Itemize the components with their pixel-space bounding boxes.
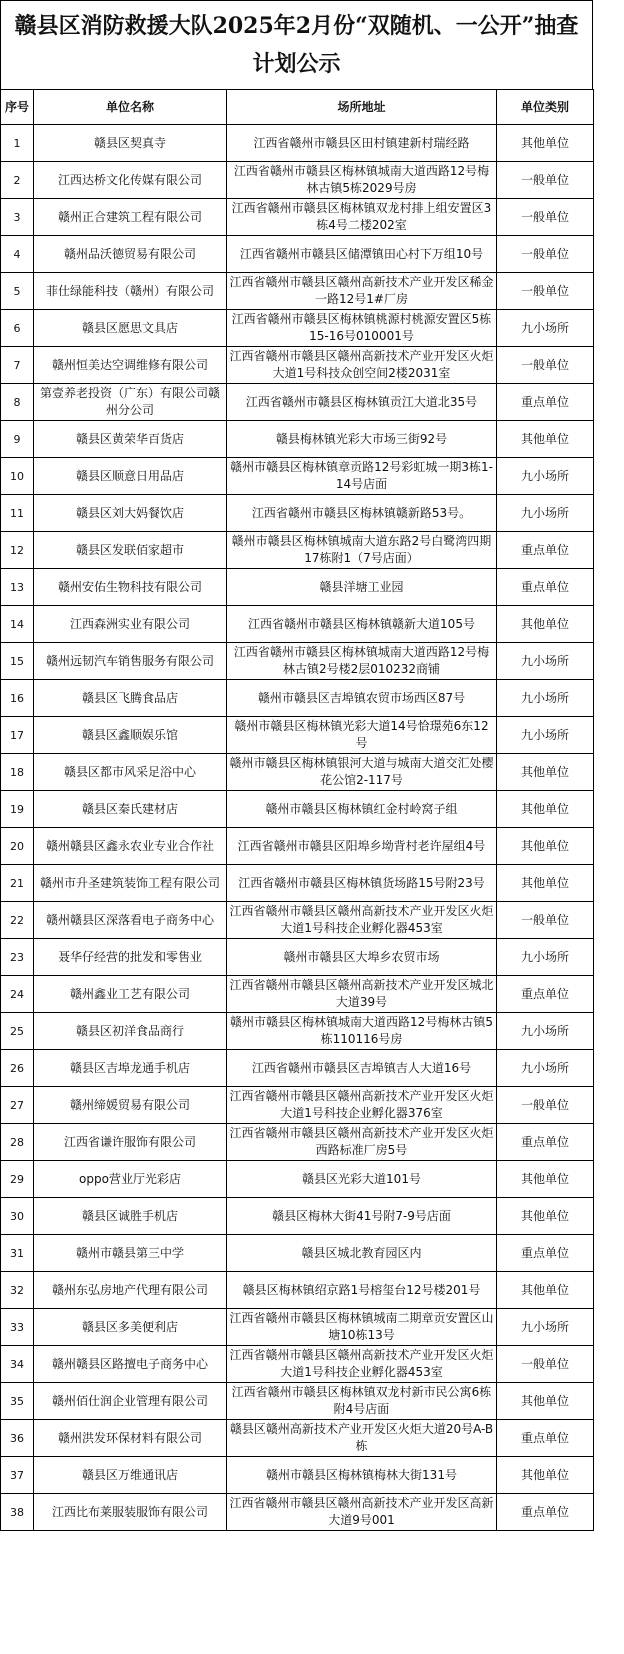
site-address: 江西省赣州市赣县区梅林镇城南大道西路12号梅林古镇2号楼2层010232商铺 <box>227 643 497 680</box>
table-row <box>1 532 594 569</box>
unit-category: 其他单位 <box>497 1161 594 1198</box>
row-index: 9 <box>1 421 34 458</box>
site-address: 赣州市赣县区梅林镇光彩大道14号恰璟苑6东12号 <box>227 717 497 754</box>
unit-category: 九小场所 <box>497 939 594 976</box>
row-index: 28 <box>1 1124 34 1161</box>
table-row <box>1 458 594 495</box>
unit-name: 赣州赣县区路擅电子商务中心 <box>34 1346 227 1383</box>
row-index: 34 <box>1 1346 34 1383</box>
row-index: 21 <box>1 865 34 902</box>
unit-name: 江西省谦许服饰有限公司 <box>34 1124 227 1161</box>
header-index: 序号 <box>1 90 34 125</box>
unit-category: 重点单位 <box>497 1235 594 1272</box>
table-row <box>1 1457 594 1494</box>
unit-name: 赣县区发联佰家超市 <box>34 532 227 569</box>
row-index: 29 <box>1 1161 34 1198</box>
row-index: 31 <box>1 1235 34 1272</box>
site-address: 赣县区梅林镇绍京路1号榕玺台12号楼201号 <box>227 1272 497 1309</box>
row-index: 1 <box>1 125 34 162</box>
row-index: 37 <box>1 1457 34 1494</box>
site-address: 江西省赣州市赣县区阳埠乡坳背村老许屋组4号 <box>227 828 497 865</box>
row-index: 24 <box>1 976 34 1013</box>
row-index: 15 <box>1 643 34 680</box>
unit-name: 赣州缔媛贸易有限公司 <box>34 1087 227 1124</box>
table-row <box>1 1124 594 1161</box>
site-address: 赣县区城北教育园区内 <box>227 1235 497 1272</box>
unit-name: 聂华仔经营的批发和零售业 <box>34 939 227 976</box>
unit-category: 九小场所 <box>497 495 594 532</box>
unit-name: 赣州东弘房地产代理有限公司 <box>34 1272 227 1309</box>
unit-name: 菲仕绿能科技（赣州）有限公司 <box>34 273 227 310</box>
table-row <box>1 1013 594 1050</box>
table-row <box>1 273 594 310</box>
row-index: 4 <box>1 236 34 273</box>
unit-name: 赣县区吉埠龙通手机店 <box>34 1050 227 1087</box>
site-address: 江西省赣州市赣县区赣州高新技术产业开发区火炬大道1号科技企业孵化器453室 <box>227 902 497 939</box>
table-row <box>1 1087 594 1124</box>
table-row <box>1 1494 594 1531</box>
unit-category: 其他单位 <box>497 1457 594 1494</box>
unit-name: 赣州鑫业工艺有限公司 <box>34 976 227 1013</box>
unit-name: 赣县区多美便利店 <box>34 1309 227 1346</box>
site-address: 赣县梅林镇光彩大市场三街92号 <box>227 421 497 458</box>
row-index: 38 <box>1 1494 34 1531</box>
unit-category: 其他单位 <box>497 421 594 458</box>
row-index: 32 <box>1 1272 34 1309</box>
table-row <box>1 347 594 384</box>
unit-name: 江西比布莱服装服饰有限公司 <box>34 1494 227 1531</box>
row-index: 25 <box>1 1013 34 1050</box>
row-index: 20 <box>1 828 34 865</box>
table-body <box>1 125 594 1531</box>
row-index: 27 <box>1 1087 34 1124</box>
site-address: 江西省赣州市赣县区赣州高新技术产业开发区稀金一路12号1#厂房 <box>227 273 497 310</box>
unit-name: 赣县区黄荣华百货店 <box>34 421 227 458</box>
row-index: 6 <box>1 310 34 347</box>
site-address: 江西省赣州市赣县区梅林镇双龙村新市民公寓6栋附4号店面 <box>227 1383 497 1420</box>
unit-category: 重点单位 <box>497 569 594 606</box>
unit-name: 赣州品沃德贸易有限公司 <box>34 236 227 273</box>
unit-category: 一般单位 <box>497 236 594 273</box>
unit-name: 第壹养老投资（广东）有限公司赣州分公司 <box>34 384 227 421</box>
row-index: 12 <box>1 532 34 569</box>
site-address: 江西省赣州市赣县区赣州高新技术产业开发区高新大道9号001 <box>227 1494 497 1531</box>
unit-category: 其他单位 <box>497 606 594 643</box>
unit-name: 赣县区鑫顺娱乐馆 <box>34 717 227 754</box>
unit-name: 赣县区刘大妈餐饮店 <box>34 495 227 532</box>
unit-category: 一般单位 <box>497 1346 594 1383</box>
site-address: 江西省赣州市赣县区梅林镇城南大道西路12号梅林古镇5栋2029号房 <box>227 162 497 199</box>
table-row <box>1 236 594 273</box>
row-index: 26 <box>1 1050 34 1087</box>
table-row <box>1 384 594 421</box>
unit-category: 一般单位 <box>497 162 594 199</box>
unit-name: 赣县区万维通讯店 <box>34 1457 227 1494</box>
row-index: 2 <box>1 162 34 199</box>
unit-category: 重点单位 <box>497 532 594 569</box>
table-row <box>1 421 594 458</box>
unit-name: 赣州洪发环保材料有限公司 <box>34 1420 227 1457</box>
table-row <box>1 1346 594 1383</box>
row-index: 36 <box>1 1420 34 1457</box>
site-address: 赣州市赣县区梅林镇梅林大街131号 <box>227 1457 497 1494</box>
site-address: 江西省赣州市赣县区赣州高新技术产业开发区火炬大道1号科技企业孵化器376室 <box>227 1087 497 1124</box>
unit-category: 其他单位 <box>497 1383 594 1420</box>
unit-category: 其他单位 <box>497 791 594 828</box>
unit-name: 赣州恒美达空调维修有限公司 <box>34 347 227 384</box>
unit-name: 赣州市赣县第三中学 <box>34 1235 227 1272</box>
site-address: 赣州市赣县区梅林镇银河大道与城南大道交汇处樱花公馆2-117号 <box>227 754 497 791</box>
table-header-row <box>1 90 594 125</box>
site-address: 江西省赣州市赣县区储潭镇田心村下万组10号 <box>227 236 497 273</box>
unit-category: 重点单位 <box>497 976 594 1013</box>
site-address: 江西省赣州市赣县区田村镇建新村瑞经路 <box>227 125 497 162</box>
unit-category: 九小场所 <box>497 310 594 347</box>
table-row <box>1 754 594 791</box>
unit-category: 九小场所 <box>497 1050 594 1087</box>
unit-category: 九小场所 <box>497 1309 594 1346</box>
row-index: 30 <box>1 1198 34 1235</box>
unit-name: 赣州远韧汽车销售服务有限公司 <box>34 643 227 680</box>
row-index: 11 <box>1 495 34 532</box>
site-address: 江西省赣州市赣县区梅林镇赣新大道105号 <box>227 606 497 643</box>
site-address: 江西省赣州市赣县区梅林镇城南二期章贡安置区山塘10栋13号 <box>227 1309 497 1346</box>
unit-category: 其他单位 <box>497 1272 594 1309</box>
unit-category: 其他单位 <box>497 125 594 162</box>
table-row <box>1 199 594 236</box>
table-row <box>1 791 594 828</box>
row-index: 8 <box>1 384 34 421</box>
header-name: 单位名称 <box>34 90 227 125</box>
unit-name: 赣州正合建筑工程有限公司 <box>34 199 227 236</box>
site-address: 赣州市赣县区梅林镇城南大道西路12号梅林古镇5栋110116号房 <box>227 1013 497 1050</box>
unit-name: 江西森洲实业有限公司 <box>34 606 227 643</box>
row-index: 7 <box>1 347 34 384</box>
site-address: 江西省赣州市赣县区赣州高新技术产业开发区火炬西路标准厂房5号 <box>227 1124 497 1161</box>
unit-name: 赣州佰仕润企业管理有限公司 <box>34 1383 227 1420</box>
unit-name: 赣县区顺意日用品店 <box>34 458 227 495</box>
site-address: 赣州市赣县区梅林镇城南大道东路2号白鹭湾四期17栋附1（7号店面） <box>227 532 497 569</box>
unit-category: 其他单位 <box>497 754 594 791</box>
table-row <box>1 1161 594 1198</box>
table-row <box>1 976 594 1013</box>
site-address: 赣州市赣县区梅林镇红金村岭窝子组 <box>227 791 497 828</box>
row-index: 3 <box>1 199 34 236</box>
row-index: 33 <box>1 1309 34 1346</box>
inspection-table <box>0 89 594 1531</box>
table-row <box>1 1198 594 1235</box>
site-address: 赣州市赣县区吉埠镇农贸市场西区87号 <box>227 680 497 717</box>
site-address: 赣县区梅林大街41号附7-9号店面 <box>227 1198 497 1235</box>
table-row <box>1 1309 594 1346</box>
unit-category: 一般单位 <box>497 347 594 384</box>
unit-name: 赣县区契真寺 <box>34 125 227 162</box>
unit-name: 赣县区秦氏建材店 <box>34 791 227 828</box>
unit-name: 江西达桥文化传媒有限公司 <box>34 162 227 199</box>
row-index: 13 <box>1 569 34 606</box>
unit-name: 赣县区诚胜手机店 <box>34 1198 227 1235</box>
unit-name: 赣州市升圣建筑装饰工程有限公司 <box>34 865 227 902</box>
unit-category: 九小场所 <box>497 1013 594 1050</box>
site-address: 赣县区光彩大道101号 <box>227 1161 497 1198</box>
unit-category: 重点单位 <box>497 1420 594 1457</box>
row-index: 23 <box>1 939 34 976</box>
row-index: 5 <box>1 273 34 310</box>
table-row <box>1 1050 594 1087</box>
unit-category: 九小场所 <box>497 680 594 717</box>
unit-category: 九小场所 <box>497 717 594 754</box>
table-row <box>1 162 594 199</box>
table-row <box>1 865 594 902</box>
row-index: 35 <box>1 1383 34 1420</box>
row-index: 10 <box>1 458 34 495</box>
table-row <box>1 680 594 717</box>
table-row <box>1 1420 594 1457</box>
row-index: 14 <box>1 606 34 643</box>
header-address: 场所地址 <box>227 90 497 125</box>
unit-category: 九小场所 <box>497 458 594 495</box>
site-address: 赣县区赣州高新技术产业开发区火炬大道20号A-B栋 <box>227 1420 497 1457</box>
table-row <box>1 569 594 606</box>
header-category: 单位类别 <box>497 90 594 125</box>
row-index: 19 <box>1 791 34 828</box>
unit-name: 赣县区愿思文具店 <box>34 310 227 347</box>
site-address: 江西省赣州市赣县区赣州高新技术产业开发区城北大道39号 <box>227 976 497 1013</box>
unit-name: 赣县区都市风采足浴中心 <box>34 754 227 791</box>
row-index: 18 <box>1 754 34 791</box>
table-row <box>1 606 594 643</box>
table-row <box>1 1383 594 1420</box>
site-address: 赣州市赣县区大埠乡农贸市场 <box>227 939 497 976</box>
site-address: 江西省赣州市赣县区梅林镇桃源村桃源安置区5栋15-16号010001号 <box>227 310 497 347</box>
site-address: 赣县洋塘工业园 <box>227 569 497 606</box>
unit-name: oppo营业厅光彩店 <box>34 1161 227 1198</box>
row-index: 16 <box>1 680 34 717</box>
site-address: 江西省赣州市赣县区梅林镇双龙村排上组安置区3栋4号二楼202室 <box>227 199 497 236</box>
table-row <box>1 495 594 532</box>
unit-category: 一般单位 <box>497 199 594 236</box>
site-address: 江西省赣州市赣县区梅林镇赣新路53号。 <box>227 495 497 532</box>
unit-category: 其他单位 <box>497 865 594 902</box>
unit-category: 一般单位 <box>497 273 594 310</box>
site-address: 江西省赣州市赣县区赣州高新技术产业开发区火炬大道1号科技企业孵化器453室 <box>227 1346 497 1383</box>
unit-name: 赣州赣县区鑫永农业专业合作社 <box>34 828 227 865</box>
page-title: 赣县区消防救援大队2025年2月份“双随机、一公开”抽查计划公示 <box>0 0 593 89</box>
table-row <box>1 828 594 865</box>
unit-name: 赣州赣县区深落看电子商务中心 <box>34 902 227 939</box>
site-address: 江西省赣州市赣县区梅林镇货场路15号附23号 <box>227 865 497 902</box>
unit-name: 赣县区飞腾食品店 <box>34 680 227 717</box>
row-index: 22 <box>1 902 34 939</box>
site-address: 江西省赣州市赣县区赣州高新技术产业开发区火炬大道1号科技众创空间2楼2031室 <box>227 347 497 384</box>
unit-category: 重点单位 <box>497 1494 594 1531</box>
unit-category: 其他单位 <box>497 828 594 865</box>
table-row <box>1 643 594 680</box>
unit-name: 赣县区初洋食品商行 <box>34 1013 227 1050</box>
table-row <box>1 902 594 939</box>
table-row <box>1 125 594 162</box>
table-row <box>1 1235 594 1272</box>
unit-category: 九小场所 <box>497 643 594 680</box>
unit-category: 重点单位 <box>497 384 594 421</box>
unit-category: 重点单位 <box>497 1124 594 1161</box>
unit-category: 一般单位 <box>497 1087 594 1124</box>
unit-category: 一般单位 <box>497 902 594 939</box>
site-address: 江西省赣州市赣县区吉埠镇吉人大道16号 <box>227 1050 497 1087</box>
table-row <box>1 939 594 976</box>
unit-name: 赣州安佑生物科技有限公司 <box>34 569 227 606</box>
site-address: 赣州市赣县区梅林镇章贡路12号彩虹城一期3栋1-14号店面 <box>227 458 497 495</box>
table-row <box>1 310 594 347</box>
row-index: 17 <box>1 717 34 754</box>
table-row <box>1 717 594 754</box>
unit-category: 其他单位 <box>497 1198 594 1235</box>
table-row <box>1 1272 594 1309</box>
site-address: 江西省赣州市赣县区梅林镇贡江大道北35号 <box>227 384 497 421</box>
